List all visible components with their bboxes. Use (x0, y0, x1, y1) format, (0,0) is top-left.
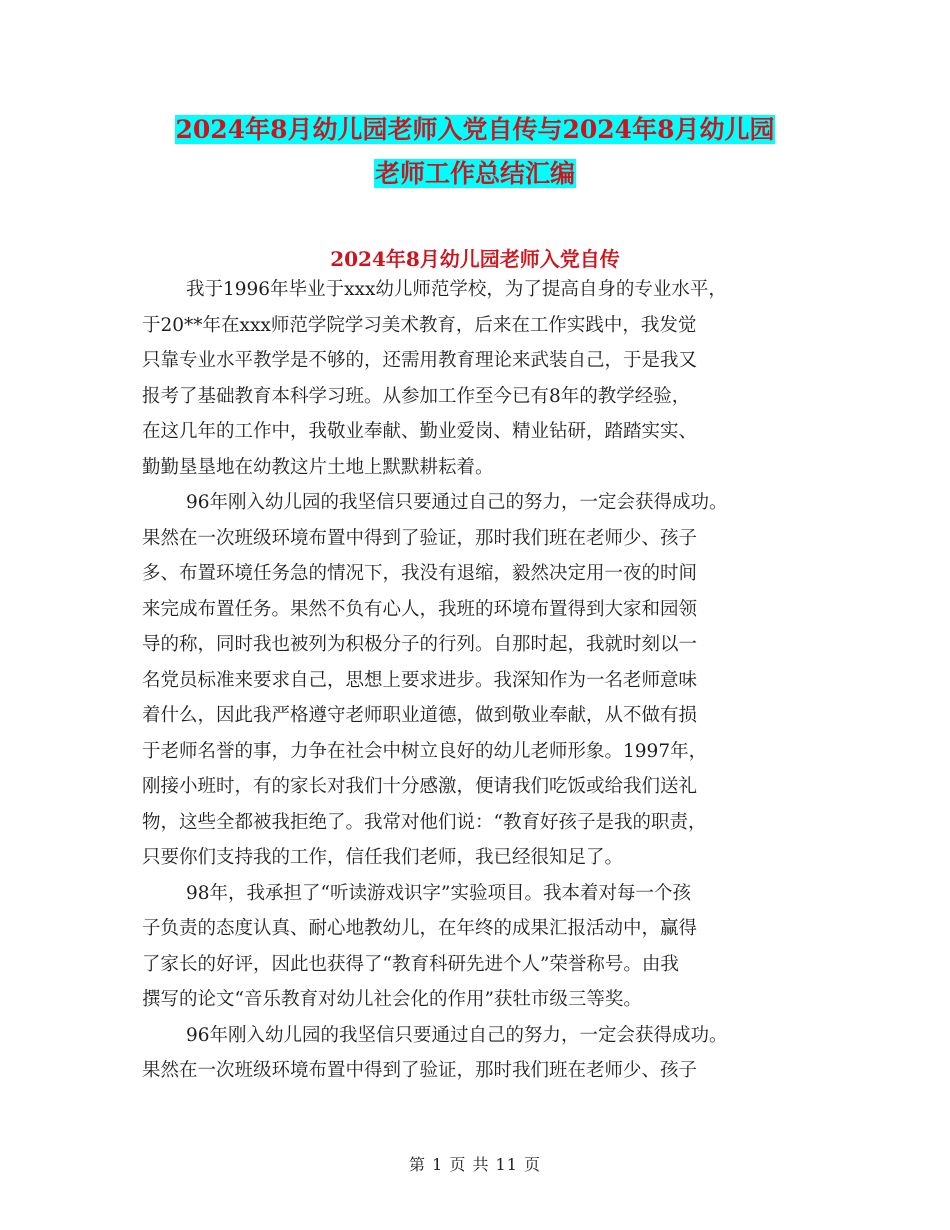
document-title-line-1 (0, 108, 950, 152)
paragraph-line: 在这几年的工作中，我敬业奉献、勤业爱岗、精业钻研，踏踏实实、 (142, 421, 698, 442)
paragraph-line: 撰写的论文“音乐教育对幼儿社会化的作用”获牡市级三等奖。 (142, 989, 642, 1010)
paragraph-line: 了家长的好评，因此也获得了“教育科研先进个人”荣誉称号。由我 (142, 953, 679, 975)
paragraph-line: 只靠专业水平教学是不够的，还需用教育理论来武装自己，于是我又 (142, 350, 698, 371)
body-text (142, 272, 822, 1089)
paragraph-line: 果然在一次班级环境布置中得到了验证，那时我们班在老师少、孩子 (142, 527, 698, 549)
paragraph-line: 我于1996年毕业于xxx幼儿师范学校，为了提高自身的专业水平， (186, 279, 727, 300)
page-footer: 第 1 页 共 11 页 (409, 1155, 541, 1174)
document-title-text-1: 2024年8月幼儿园老师入党自传与2024年8月幼儿园 (175, 115, 775, 144)
paragraph-line: 勤勤垦垦地在幼教这片土地上默默耕耘着。 (142, 456, 494, 478)
paragraph-line: 着什么，因此我严格遵守老师职业道德，做到敬业奉献，从不做有损 (142, 705, 698, 726)
paragraph-line: 多、布置环境任务急的情况下，我没有退缩，毅然决定用一夜的时间 (142, 563, 698, 584)
document-title-line-2 (0, 152, 950, 196)
paragraph-line: 98年，我承担了“听读游戏识字”实验项目。我本着对每一个孩 (186, 882, 691, 904)
document-title-text-2: 老师工作总结汇编 (374, 159, 575, 188)
paragraph-line: 名党员标准来要求自己，思想上要求进步。我深知作为一名老师意味 (142, 669, 698, 691)
section-heading: 2024年8月幼儿园老师入党自传 (330, 247, 620, 271)
paragraph-line: 子负责的态度认真、耐心地教幼儿，在年终的成果汇报活动中，赢得 (142, 918, 698, 939)
paragraph-line: 报考了基础教育本科学习班。从参加工作至今已有8年的教学经验， (142, 385, 691, 407)
paragraph-line: 只要你们支持我的工作，信任我们老师，我已经很知足了。 (142, 847, 624, 868)
paragraph-line: 于老师名誉的事，力争在社会中树立良好的幼儿老师形象。1997年， (142, 740, 708, 762)
paragraph-line: 96年刚入幼儿园的我坚信只要通过自己的努力，一定会获得成功。 (186, 1024, 728, 1046)
paragraph-line: 果然在一次班级环境布置中得到了验证，那时我们班在老师少、孩子 (142, 1060, 698, 1081)
paragraph-line: 导的称，同时我也被列为积极分子的行列。自那时起，我就时刻以一 (142, 634, 698, 655)
paragraph-line: 96年刚入幼儿园的我坚信只要通过自己的努力，一定会获得成功。 (186, 492, 728, 513)
paragraph-line: 来完成布置任务。果然不负有心人，我班的环境布置得到大家和园领 (142, 598, 698, 620)
paragraph-line: 于20**年在xxx师范学院学习美术教育，后来在工作实践中，我发觉 (142, 314, 697, 336)
paragraph-line: 物，这些全都被我拒绝了。我常对他们说：“教育好孩子是我的职责， (142, 811, 707, 833)
paragraph-line: 刚接小班时，有的家长对我们十分感激，便请我们吃饭或给我们送礼 (142, 776, 698, 797)
